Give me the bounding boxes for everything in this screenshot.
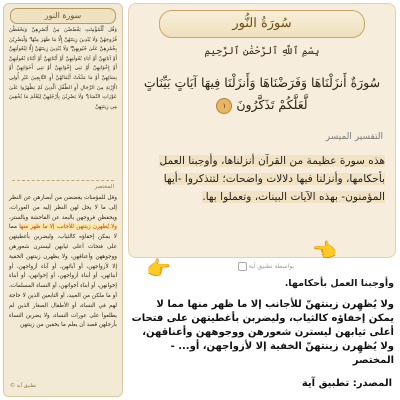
verse-words: سُورَةٌ أَنزَلْنَاهَا وَفَرَضْنَاهَا وَأَنزَلْنَا فِيهَا آيَاتٍ بَيِّنَاتٍ لَّعَلَّكُمْ تَذَكَّرُونَ	[143, 75, 381, 112]
left-tafsir-label: المختصر	[94, 184, 114, 190]
tafsir-label: التفسير الميسر	[325, 132, 383, 142]
app-watermark-text: بواسطة تطبيق آية	[248, 263, 295, 270]
left-sura-header: سورة النور	[10, 8, 116, 24]
basmala: بِسْمِ ٱللَّهِ ٱلرَّحْمَٰنِ ٱلرَّحِيمِ	[204, 46, 320, 57]
left-tafsir-part2: مما لا يمكن إخفاؤه كالثياب، وليضربن بأغطيتهن على فتحات أعلى ثيابهن ليسترن شعورهن ووجوههن وأعناقهن، ولا يظهرن زينتهن الخفية إلا لأزواجهن، أو آبائهن، أو آباء أزواجهن، أو أبنائهن، أو أبناء أزواجهن، أو إخوانهن، أو أبناء إخوانهن، أو أبناء أخواتهن، أو النساء المسلمات، أو ما ملكن من العبيد، أو التابعين الذين لا حاجة لهم في النساء، أو الأطفال الصغار الذين لم يطلعوا على عورات النساء، ولا يضربن النساء بأرجلهن قصد أن يعلم ما يخفين من زينتهن	[9, 224, 117, 329]
left-tafsir-text	[9, 194, 117, 331]
ayah-number-icon: ١	[216, 98, 232, 114]
pointing-hand-icon: 👈	[312, 238, 337, 262]
left-tafsir-highlight: ولا يُظهرن زينتهن للأجانب إلا ما ظهر منها	[19, 224, 117, 231]
left-tafsir-part1: وقل للمؤمنات يغضضن من أبصارهن عن النظر إلى ما لا يحل لهن النظر إليه من العورات، ويحفظن فروجهن بالبعد عن الفاحشة وبالستر،	[9, 195, 117, 221]
verse-text[interactable]	[135, 72, 389, 112]
caption-text: وأوجبنا العمل بأحكامها.	[284, 278, 394, 289]
pointing-hand-icon-2: 👉	[146, 256, 171, 280]
left-mushaf-card	[3, 3, 123, 397]
left-divider	[12, 180, 114, 181]
right-verse-card	[128, 3, 396, 258]
left-verses-text: وَقُل لِّلْمُؤْمِنَٰتِ يَغْضُضْنَ مِنْ أَبْصَٰرِهِنَّ وَيَحْفَظْنَ فُرُوجَهُنَّ وَلَا يُبْدِينَ زِينَتَهُنَّ إِلَّا مَا ظَهَرَ مِنْهَا ۖ وَلْيَضْرِبْنَ بِخُمُرِهِنَّ عَلَىٰ جُيُوبِهِنَّ ۖ وَلَا يُبْدِينَ زِينَتَهُنَّ إِلَّا لِبُعُولَتِهِنَّ أَوْ آبَائِهِنَّ أَوْ آبَاءِ بُعُولَتِهِنَّ أَوْ أَبْنَائِهِنَّ أَوْ أَبْنَاءِ بُعُولَتِهِنَّ أَوْ إِخْوَانِهِنَّ أَوْ بَنِي إِخْوَانِهِنَّ أَوْ بَنِي أَخَوَاتِهِنَّ أَوْ نِسَائِهِنَّ أَوْ مَا مَلَكَتْ أَيْمَانُهُنَّ أَوِ التَّابِعِينَ غَيْرِ أُولِي الْإِرْبَةِ مِنَ الرِّجَالِ أَوِ الطِّفْلِ الَّذِينَ لَمْ يَظْهَرُوا عَلَىٰ عَوْرَاتِ النِّسَاءِ ۖ وَلَا يَضْرِبْنَ بِأَرْجُلِهِنَّ لِيُعْلَمَ مَا يُخْفِينَ مِن زِينَتِهِنَّ	[9, 27, 117, 110]
app-watermark	[238, 262, 294, 271]
left-footer: © تطبيق آية	[10, 383, 37, 389]
main-tafsir-text: ولا يُظهِرن زينتهنّ للأجانب إلا ما ظهر منها مما لا يمكن إخفاؤه كالثياب، وليضربن بأغطيتهن على فتحات أعلى ثيابهن ليسترن شعورهن ووجوههن وأعناقهن، ولا يُظهِرن زينتهنّ الخفية إلا لأزواجهن، أو... - المختصر	[131, 299, 394, 366]
tafsir-text	[139, 152, 385, 206]
source-line: المصدر: تطبيق آية	[301, 378, 392, 389]
tafsir-highlighted: هذه سورة عظيمة من القرآن أنزلناها، وأوجبنا العمل بأحكامها، وأنزلنا فيها دلالات واضحات؛ لتتذكروا -أيها المؤمنون- بهذه الآيات البينات، وتعملوا بها.	[159, 155, 385, 203]
sura-title-banner: سُورَةُ النُّور	[159, 10, 365, 38]
app-logo-icon	[238, 262, 247, 271]
